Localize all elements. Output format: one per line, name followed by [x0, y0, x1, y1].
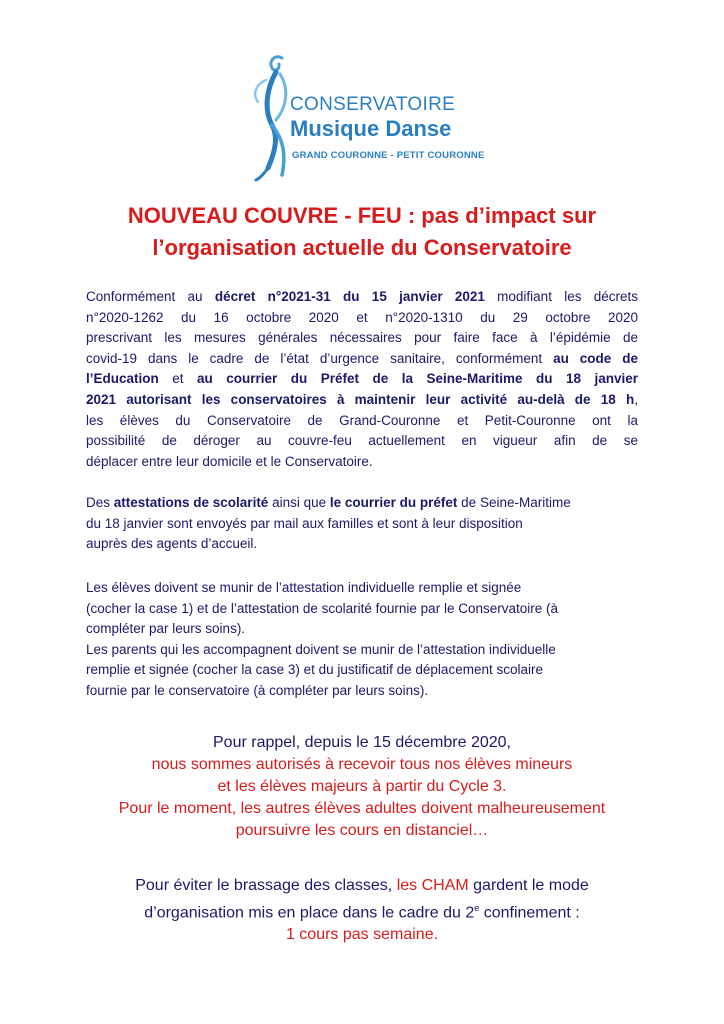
text: Conformément au: [86, 289, 215, 304]
text: Pour éviter le brassage des classes,: [135, 877, 397, 894]
decree-reference: décret n°2021-31 du 15 janvier 2021: [214, 289, 485, 304]
text: déplacer entre leur domicile et le Conservatoire.: [86, 453, 373, 469]
text: ainsi que: [268, 495, 330, 510]
text: auprès des agents d’accueil.: [86, 536, 258, 552]
logo-title: CONSERVATOIRE: [290, 94, 456, 115]
page-title: [60, 200, 664, 264]
reminder-line: nous sommes autorisés à recevoir tous nos élèves mineurs: [151, 756, 573, 773]
emphasis: l’Education: [86, 371, 159, 387]
emphasis: attestations de scolarité: [113, 495, 269, 510]
text: de Seine-Maritime: [457, 495, 571, 510]
text: modifiant les décrets: [484, 289, 638, 304]
text: du 18 janvier sont envoyés par mail aux familles et sont à leur disposition: [86, 515, 523, 531]
text: Des: [86, 495, 114, 510]
text: gardent le mode: [468, 877, 589, 894]
text: ,: [634, 391, 638, 407]
text: confinement :: [479, 904, 580, 922]
text: possibilité de déroger au couvre-feu actuellement en vigueur afin de se: [86, 433, 638, 449]
cham-block: [60, 875, 664, 946]
reminder-block: [60, 732, 664, 842]
text: Les élèves doivent se munir de l’attestation individuelle remplie et signée: [86, 580, 522, 595]
text: (cocher la case 1) et de l’attestation de scolarité fournie par le Conservatoire (à: [86, 600, 558, 616]
cham-highlight: les CHAM: [396, 877, 469, 894]
reminder-line: Pour le moment, les autres élèves adultes doivent malheureusement: [118, 800, 606, 817]
emphasis: 2021 autorisant les conservatoires à maintenir leur activité au-delà de 18 h: [86, 391, 635, 407]
text: covid-19 dans le cadre de l’état d’urgence sanitaire, conformément: [86, 350, 554, 366]
logo-subtitle: Musique Danse: [290, 116, 452, 141]
cham-schedule: 1 cours pas semaine.: [285, 926, 439, 944]
paragraph-decree: [86, 287, 638, 472]
text: les élèves du Conservatoire de Grand-Couronne et Petit-Couronne ont la: [86, 412, 638, 428]
superscript: e: [474, 903, 480, 913]
text: prescrivant les mesures générales nécessaires pour faire face à l’épidémie de: [86, 330, 638, 346]
paragraph-attestations: [86, 493, 638, 555]
text: Les parents qui les accompagnent doivent se munir de l’attestation individuelle: [86, 641, 556, 657]
emphasis: au code de: [553, 350, 638, 366]
conservatoire-logo: [246, 50, 486, 185]
reminder-line: poursuivre les cours en distanciel…: [235, 822, 489, 839]
reminder-line: Pour rappel, depuis le 15 décembre 2020,: [213, 734, 511, 751]
emphasis: au courrier du Préfet de la Seine-Maritime du 18 janvier: [197, 371, 638, 387]
title-line-1: NOUVEAU COUVRE - FEU : pas d’impact sur: [127, 203, 597, 228]
text: d’organisation mis en place dans le cadre du 2: [144, 904, 475, 922]
emphasis: le courrier du préfet: [329, 495, 458, 510]
paragraph-instructions: [86, 578, 638, 702]
reminder-line: et les élèves majeurs à partir du Cycle 3.: [217, 778, 507, 795]
text: fournie par le conservatoire (à compléter par leurs soins).: [86, 682, 429, 698]
text: n°2020-1262 du 16 octobre 2020 et n°2020-1310 du 29 octobre 2020: [86, 309, 638, 325]
logo-tagline: GRAND COURONNE - PETIT COURONNE: [292, 150, 485, 161]
text: et: [158, 371, 197, 387]
title-line-2: l’organisation actuelle du Conservatoire: [152, 235, 572, 260]
text: compléter par leurs soins).: [86, 621, 246, 637]
text: remplie et signée (cocher la case 3) et du justificatif de déplacement scolaire: [86, 662, 543, 678]
